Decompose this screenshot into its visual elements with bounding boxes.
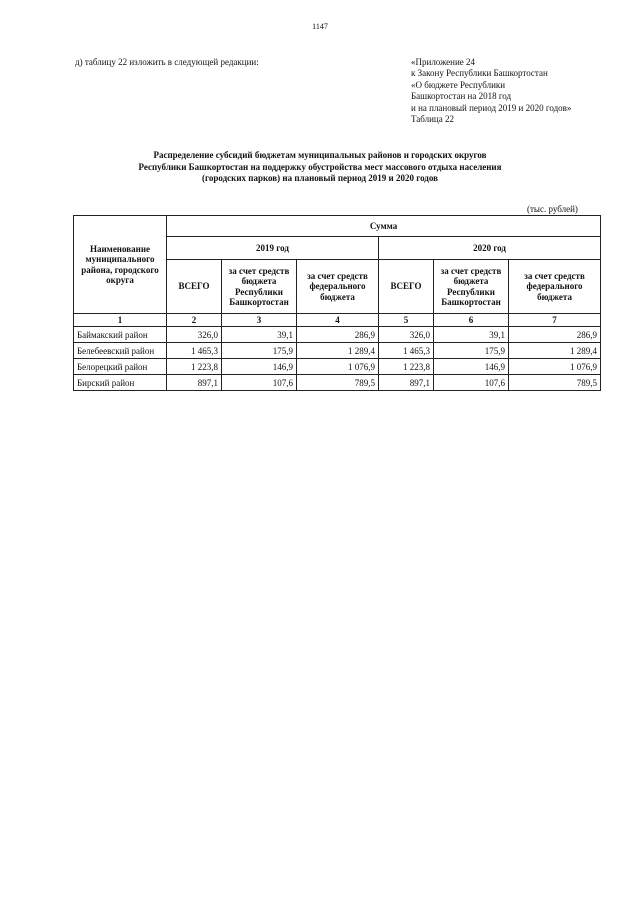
district-name: Белорецкий район <box>74 359 167 375</box>
table-cell: 107,6 <box>222 375 297 391</box>
table-cell: 146,9 <box>222 359 297 375</box>
table-cell: 1 223,8 <box>167 359 222 375</box>
table-cell: 175,9 <box>222 343 297 359</box>
federal-budget-column-header: за счет средств федерального бюджета <box>297 260 379 314</box>
table-label: Таблица 22 <box>411 114 454 125</box>
table-row <box>74 327 601 343</box>
column-number: 6 <box>434 314 509 327</box>
subsidy-table <box>73 215 601 391</box>
year-2020-header: 2020 год <box>379 237 601 260</box>
document-title <box>60 150 580 185</box>
table-cell: 146,9 <box>434 359 509 375</box>
column-number: 3 <box>222 314 297 327</box>
federal-budget-column-header: за счет средств федерального бюджета <box>509 260 601 314</box>
table-cell: 1 465,3 <box>167 343 222 359</box>
column-number: 2 <box>167 314 222 327</box>
table-cell: 175,9 <box>434 343 509 359</box>
appendix-reference <box>411 57 571 125</box>
district-name: Баймакский район <box>74 327 167 343</box>
table-cell: 897,1 <box>379 375 434 391</box>
column-number: 4 <box>297 314 379 327</box>
table-cell: 107,6 <box>434 375 509 391</box>
table-cell: 1 076,9 <box>509 359 601 375</box>
table-row <box>74 375 601 391</box>
table-cell: 1 289,4 <box>297 343 379 359</box>
column-number: 5 <box>379 314 434 327</box>
table-row <box>74 359 601 375</box>
table-cell: 1 076,9 <box>297 359 379 375</box>
page-number: 1147 <box>312 22 328 31</box>
table-cell: 326,0 <box>167 327 222 343</box>
table-cell: 789,5 <box>509 375 601 391</box>
title-line: (городских парков) на плановый период 2019 и 2020 годов <box>201 173 438 183</box>
table-cell: 286,9 <box>297 327 379 343</box>
name-column-header: Наименование муниципального района, городского округа <box>74 216 167 314</box>
column-number: 1 <box>74 314 167 327</box>
table-cell: 1 223,8 <box>379 359 434 375</box>
total-column-header: ВСЕГО <box>379 260 434 314</box>
appendix-line: Башкортостан на 2018 год <box>411 91 512 102</box>
total-column-header: ВСЕГО <box>167 260 222 314</box>
table-cell: 1 289,4 <box>509 343 601 359</box>
sum-header: Сумма <box>167 216 601 237</box>
column-number: 7 <box>509 314 601 327</box>
table-cell: 39,1 <box>222 327 297 343</box>
table-cell: 1 465,3 <box>379 343 434 359</box>
appendix-line: «О бюджете Республики <box>411 79 506 90</box>
table-cell: 39,1 <box>434 327 509 343</box>
appendix-line: и на плановый период 2019 и 2020 годов» <box>411 102 572 113</box>
district-name: Бирский район <box>74 375 167 391</box>
republic-budget-column-header: за счет средств бюджета Республики Башкортостан <box>222 260 297 314</box>
table-cell: 789,5 <box>297 375 379 391</box>
appendix-line: «Приложение 24 <box>411 57 476 67</box>
table-cell: 326,0 <box>379 327 434 343</box>
table-cell: 897,1 <box>167 375 222 391</box>
unit-note: (тыс. рублей) <box>527 204 578 214</box>
intro-text: д) таблицу 22 изложить в следующей редакции: <box>75 57 259 67</box>
table-cell: 286,9 <box>509 327 601 343</box>
table-row <box>74 343 601 359</box>
title-line: Республики Башкортостан на поддержку обустройства мест массового отдыха населения <box>138 161 502 172</box>
district-name: Белебеевский район <box>74 343 167 359</box>
appendix-line: к Закону Республики Башкортостан <box>411 68 548 79</box>
year-2019-header: 2019 год <box>167 237 379 260</box>
republic-budget-column-header: за счет средств бюджета Республики Башкортостан <box>434 260 509 314</box>
title-line: Распределение субсидий бюджетам муниципальных районов и городских округов <box>153 150 487 160</box>
